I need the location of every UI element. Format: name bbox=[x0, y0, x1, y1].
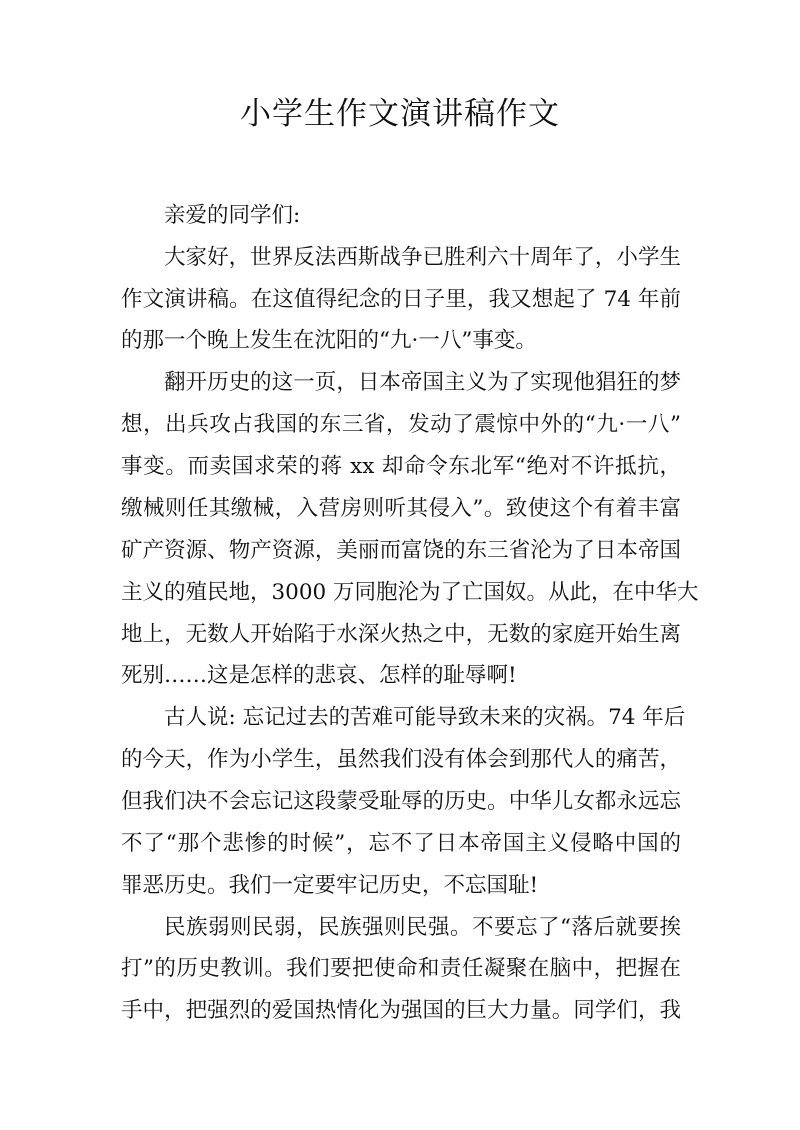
text-line: 打”的历史教训。我们要把使命和责任凝聚在脑中，把握在 bbox=[121, 956, 681, 981]
text-line: 地上，无数人开始陷于水深火热之中，无数的家庭开始生离 bbox=[121, 622, 681, 647]
text-line: 但我们决不会忘记这段蒙受耻辱的历史。中华儿女都永远忘 bbox=[121, 789, 681, 814]
text-line: 民族弱则民弱，民族强则民强。不要忘了“落后就要挨 bbox=[164, 915, 681, 940]
text-line: 死别……这是怎样的悲哀、怎样的耻辱啊! bbox=[121, 663, 517, 688]
text-line: 不了“那个悲惨的时候”，忘不了日本帝国主义侵略中国的 bbox=[121, 831, 681, 856]
text-line: 矿产资源、物产资源，美丽而富饶的东三省沦为了日本帝国 bbox=[121, 538, 681, 563]
text-line: 想，出兵攻占我国的东三省，发动了震惊中外的“九·一八” bbox=[121, 412, 681, 437]
salutation-line: 亲爱的同学们: bbox=[164, 203, 301, 228]
text-line: 缴械则任其缴械，入营房则听其侵入”。致使这个有着丰富 bbox=[121, 496, 681, 521]
text-line: 手中，把强烈的爱国热情化为强国的巨大力量。同学们，我 bbox=[121, 998, 681, 1023]
text-line: 翻开历史的这一页，日本帝国主义为了实现他猖狂的梦 bbox=[164, 370, 681, 395]
page-title: 小学生作文演讲稿作文 bbox=[240, 96, 560, 132]
text-line: 事变。而卖国求荣的蒋 xx 却命令东北军“绝对不许抵抗， bbox=[121, 454, 681, 479]
text-line: 的今天，作为小学生，虽然我们没有体会到那代人的痛苦， bbox=[121, 747, 681, 772]
text-line: 的那一个晚上发生在沈阳的“九·一八”事变。 bbox=[121, 328, 537, 353]
text-line: 大家好，世界反法西斯战争已胜利六十周年了，小学生 bbox=[164, 245, 681, 270]
text-line: 作文演讲稿。在这值得纪念的日子里，我又想起了 74 年前 bbox=[121, 287, 681, 312]
text-line: 主义的殖民地，3000 万同胞沦为了亡国奴。从此，在中华大 bbox=[121, 580, 699, 605]
text-line: 罪恶历史。我们一定要牢记历史，不忘国耻! bbox=[121, 873, 539, 898]
text-line: 古人说: 忘记过去的苦难可能导致未来的灾祸。74 年后 bbox=[164, 705, 686, 730]
